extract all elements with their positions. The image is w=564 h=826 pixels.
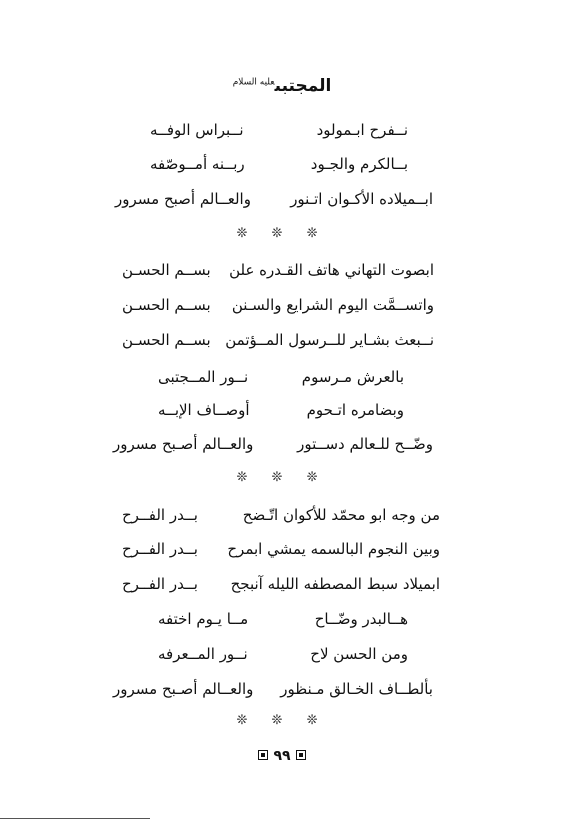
verse-line <box>122 327 434 353</box>
page-footer <box>0 748 564 764</box>
verse-first-hemistich: ابميلاد سبط المصطفه الليله آنبجح <box>230 575 440 593</box>
verse-line <box>122 536 440 562</box>
verse-first-hemistich: هــالبدر وضّــاح <box>314 610 408 628</box>
verse-second-hemistich: بــدر الفــرح <box>122 540 198 558</box>
ornament-square-icon <box>296 750 306 760</box>
page-header <box>0 76 564 96</box>
verse-first-hemistich: بألطــاف الخـالق مـنظور <box>280 680 433 698</box>
verse-second-hemistich: بســم الحسـن <box>122 296 211 314</box>
ornament-square-icon <box>258 750 268 760</box>
verse-first-hemistich: نــفرح ابـمولود <box>316 121 408 139</box>
verse-line <box>115 186 433 212</box>
verse-line <box>113 676 433 702</box>
header-title: المجتبى <box>274 76 332 96</box>
verse-second-hemistich: بــدر الفــرح <box>122 575 198 593</box>
verse-second-hemistich: نــور المــجتبى <box>158 368 249 386</box>
verse-second-hemistich: بــدر الفــرح <box>122 506 198 524</box>
verse-first-hemistich: وضّــح للـعالم دســتور <box>297 435 433 453</box>
verse-line <box>158 364 404 390</box>
verse-first-hemistich: بالعرش مـرسوم <box>301 368 404 386</box>
verse-line <box>158 397 404 423</box>
verse-line <box>150 117 408 143</box>
verse-first-hemistich: وبين النجوم البالسمه يمشي ابمرح <box>227 540 440 558</box>
stanza-separator: ❊ ❊ ❊ <box>236 713 328 728</box>
bottom-divider <box>0 818 150 819</box>
verse-line <box>122 502 440 528</box>
verse-line <box>122 292 434 318</box>
verse-first-hemistich: واتســمَّت اليوم الشرايع والسـنن <box>231 296 434 314</box>
verse-second-hemistich: والعــالم أصـبح مسرور <box>113 680 254 698</box>
verse-second-hemistich: مــا يـوم اختفه <box>158 610 249 628</box>
verse-second-hemistich: ربــنه أمــوصّفه <box>150 155 245 173</box>
verse-line <box>150 151 408 177</box>
verse-line <box>122 571 440 597</box>
verse-line <box>158 641 408 667</box>
verse-second-hemistich: والعــالم أصـبح مسرور <box>113 435 254 453</box>
stanza-separator: ❊ ❊ ❊ <box>236 226 328 241</box>
verse-first-hemistich: نــبعث بشـاير للــرسول المــؤتمن <box>225 331 434 349</box>
verse-line <box>122 257 434 283</box>
stanza-separator: ❊ ❊ ❊ <box>236 470 328 485</box>
verse-second-hemistich: نــور المــعرفه <box>158 645 248 663</box>
verse-second-hemistich: بســم الحسـن <box>122 331 211 349</box>
page-number: ٩٩ <box>273 748 291 764</box>
verse-first-hemistich: بــالكرم والجـود <box>310 155 408 173</box>
verse-second-hemistich: أوصــاف الإبــه <box>158 401 250 419</box>
header-honorific: عليه السلام <box>232 77 275 88</box>
verse-second-hemistich: نــبراس الوفــه <box>150 121 244 139</box>
verse-line <box>113 431 433 457</box>
verse-first-hemistich: من وجه ابو محمّد للأكوان اتّـضح <box>242 506 440 524</box>
verse-first-hemistich: ابصوت التهاني هاتف القـدره علن <box>229 261 434 279</box>
verse-first-hemistich: وبضامره اتـحوم <box>306 401 404 419</box>
verse-second-hemistich: والعــالم أصبح مسرور <box>115 190 251 208</box>
verse-first-hemistich: ومن الحسن لاح <box>310 645 408 663</box>
verse-line <box>158 606 408 632</box>
verse-second-hemistich: بســم الحسـن <box>122 261 211 279</box>
verse-first-hemistich: ابــميلاده الأكـوان اتـنور <box>290 190 433 208</box>
